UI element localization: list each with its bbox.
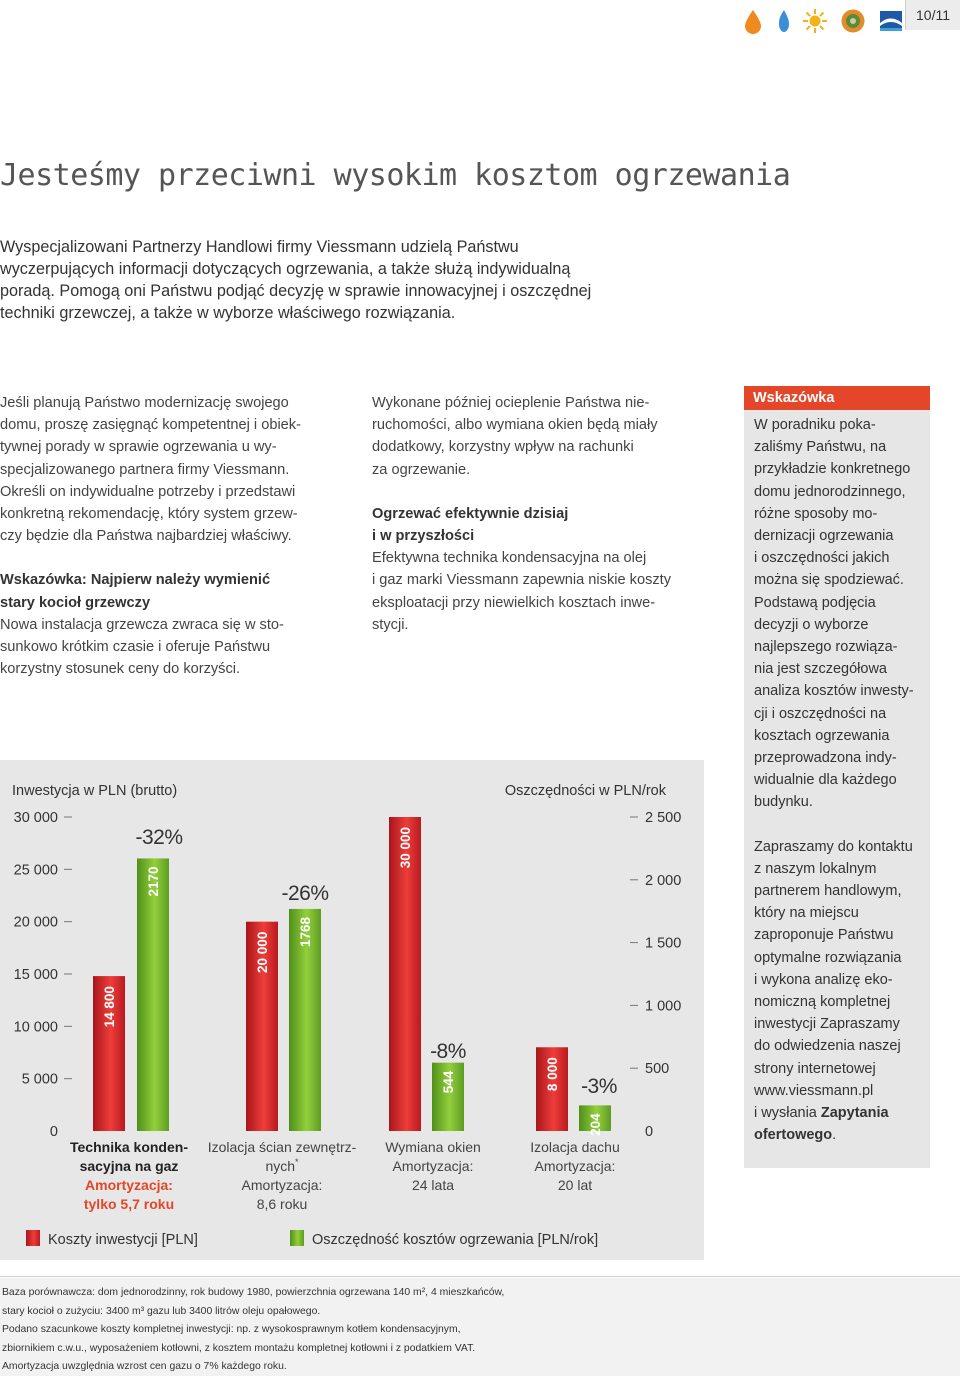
tip-line [754, 1124, 926, 1146]
tip-line: do odwiedzenia naszej [754, 1038, 901, 1055]
body-line: Wykonane później ocieplenie Państwa nie- [372, 395, 650, 411]
tip-line: cji i oszczędności na [754, 705, 887, 722]
tip-line: Zapraszamy do kontaktu [754, 838, 913, 855]
heat-pump-icon [878, 8, 904, 34]
footnote-line: Baza porównawcza: dom jednorodzinny, rok budowy 1980, powierzchnia ogrzewana 140 m², 4 mieszkańców, [2, 1287, 505, 1298]
tip-line: przykładzie konkretnego [754, 461, 911, 478]
category-label: Technika konden- [70, 1139, 188, 1155]
tip-line: najlepszego rozwiąza- [754, 639, 898, 656]
tip-line: analiza kosztów inwesty- [754, 683, 914, 700]
amortization-label: 20 lat [557, 1177, 593, 1193]
body-line: czy będzie dla Państwa najbardziej właściwy. [0, 528, 292, 545]
right-tick-label: 500 [645, 1061, 670, 1078]
tip-line-text: i wysłania [754, 1105, 821, 1122]
tip-line: Podstawą podjęcia [754, 594, 876, 611]
tip-line: różne sposoby mo- [754, 505, 878, 522]
left-tick-label: 5 000 [21, 1071, 58, 1088]
right-tick-label: 1 500 [645, 935, 682, 952]
amortization-label: Amortyzacja: [241, 1177, 323, 1193]
bar-chart [0, 760, 704, 1260]
cta-period: . [832, 1127, 837, 1144]
body-line: Efektywna technika kondensacyjna na olej [372, 550, 647, 567]
footnote-line: stary kocioł o zużyciu: 3400 m³ gazu lub 3400 litrów oleju opałowego. [2, 1305, 321, 1317]
tip-line: zaproponuje Państwu [754, 927, 894, 944]
body-line: specjalizowanego partnera firmy Viessmann. [0, 461, 290, 478]
left-tick-label: 15 000 [13, 967, 58, 983]
legend-investment-label: Koszty inwestycji [PLN] [48, 1232, 198, 1248]
intro-line: techniki grzewczej, a także w wyborze właściwego rozwiązania. [0, 304, 456, 322]
body-line: Nowa instalacja grzewcza zwraca się w sto- [0, 616, 284, 633]
tip-heading: Wskazówka: Najpierw należy wymienić [0, 572, 271, 589]
body-line: sunkowo krótkim czasie i oferuje Państwu [0, 639, 271, 656]
body-line: eksploatacji przy niewielkich kosztach inwe- [372, 594, 656, 611]
percent-change-label: -26% [281, 882, 329, 905]
tip-line: optymalne rozwiązania [754, 949, 902, 966]
section-heading: i w przyszłości [372, 528, 475, 545]
tip-line: budynku. [754, 794, 813, 811]
intro-paragraph [0, 236, 700, 324]
amortization-label: Amortyzacja: [534, 1158, 616, 1174]
text-column-middle [372, 392, 702, 636]
biomass-icon [840, 8, 866, 34]
right-tick-label: 1 000 [645, 998, 682, 1015]
text-column-left [0, 392, 330, 680]
left-axis-label: Inwestycja w PLN (brutto) [12, 783, 178, 799]
right-axis-label: Oszczędności w PLN/rok [504, 783, 666, 799]
body-line: konkretną rekomendację, który system grzew- [0, 506, 298, 523]
body-line: dodatkowy, korzystny wpływ na rachunki [372, 439, 634, 456]
footnote-divider [0, 1276, 960, 1277]
cta-offer-text: ofertowego [754, 1127, 833, 1144]
left-tick-label: 10 000 [13, 1019, 58, 1036]
tip-line: kosztach ogrzewania [754, 727, 890, 744]
savings-value-label: 544 [441, 1070, 456, 1094]
tip-line: który na miejscu [754, 905, 859, 922]
section-heading: Ogrzewać efektywnie dzisiaj [372, 505, 569, 522]
percent-change-label: -3% [581, 1075, 617, 1098]
tip-line: można się spodziewać. [754, 572, 904, 589]
left-tick-label: 25 000 [13, 862, 58, 879]
tip-line: www.viessmann.pl [754, 1082, 874, 1099]
amortization-label: Amortyzacja: [85, 1177, 173, 1193]
tip-line: strony internetowej [754, 1060, 876, 1077]
savings-bar [137, 858, 169, 1131]
investment-value-label: 8 000 [545, 1057, 560, 1092]
footnote-line: zbiornikiem c.w.u., wyposażeniem kotłowni, z kosztem montażu kompletnej kotłowni i z podatkiem VAT. [2, 1342, 476, 1354]
header-bar [0, 0, 960, 40]
body-line: stycji. [372, 616, 409, 633]
tip-line: i oszczędności jakich [754, 550, 890, 567]
sun-icon [802, 8, 828, 34]
body-line: Określi on indywidualne potrzeby i przedstawi [0, 483, 296, 500]
body-line: tywnej porady w sprawie ogrzewania u wy- [0, 439, 277, 456]
body-line: i gaz marki Viessmann zapewnia niskie koszty [372, 572, 672, 589]
tip-line: nia jest szczegółowa [754, 661, 887, 678]
footnote-marker: * [295, 1157, 299, 1167]
tip-heading: stary kocioł grzewczy [0, 594, 151, 611]
tip-line: partnerem handlowym, [754, 883, 902, 900]
savings-value-label: 1768 [298, 916, 313, 947]
amortization-label: Amortyzacja: [392, 1158, 474, 1174]
tip-line: inwestycji Zapraszamy [754, 1016, 900, 1033]
body-line: za ogrzewanie. [372, 461, 471, 478]
savings-value-label: 2170 [146, 866, 161, 897]
left-tick-label: 30 000 [13, 810, 58, 826]
percent-change-label: -32% [135, 826, 183, 849]
category-label: Izolacja dachu [530, 1139, 620, 1155]
tip-line: z naszym lokalnym [754, 860, 877, 877]
body-line: korzystny stosunek ceny do korzyści. [0, 661, 241, 678]
investment-value-label: 14 800 [102, 986, 117, 1028]
percent-change-label: -8% [430, 1040, 466, 1063]
footnote-line: Podano szacunkowe koszty kompletnej inwestycji: np. z wysokosprawnym kotłem kondensacyjnym, [2, 1324, 461, 1336]
category-label: Wymiana okien [385, 1139, 481, 1155]
body-line: ruchomości, albo wymiana okien będą miały [372, 417, 658, 434]
tip-sidebar-header: Wskazówka [744, 386, 930, 410]
right-tick-label: 2 500 [645, 810, 682, 826]
tip-line: przeprowadzona indy- [754, 750, 897, 767]
cta-request-text: Zapytania [820, 1105, 889, 1122]
tip-paragraph [754, 414, 926, 814]
tip-line: dernizacji ogrzewania [754, 528, 894, 545]
tip-line: zaliśmy Państwu, na [754, 439, 887, 456]
tip-line: nomiczną kompletnej [754, 994, 891, 1011]
tip-sidebar-body [754, 414, 926, 1147]
page-title: Jesteśmy przeciwni wysokim kosztom ogrzewania [0, 158, 791, 193]
tip-line: widualnie dla każdego [754, 772, 897, 789]
investment-value-label: 30 000 [398, 827, 413, 869]
tip-line: decyzji o wyborze [754, 616, 869, 633]
tip-paragraph [754, 836, 926, 1147]
tip-sidebar [744, 386, 930, 1168]
left-tick-label: 20 000 [13, 914, 58, 931]
legend-investment-swatch [26, 1230, 40, 1246]
category-label: Izolacja ścian zewnętrz- [207, 1139, 357, 1155]
legend-savings-swatch [290, 1230, 304, 1246]
tip-line: W poradniku poka- [754, 417, 876, 433]
amortization-label: 8,6 roku [256, 1196, 308, 1212]
oil-drop-icon [740, 8, 766, 34]
tip-line: domu jednorodzinnego, [754, 483, 906, 500]
body-line: domu, proszę zasięgnąć kompetentnej i obiek- [0, 417, 301, 434]
savings-value-label: 204 [588, 1113, 603, 1136]
tip-line: i wykona analizę eko- [754, 971, 893, 988]
intro-line: poradą. Pomogą oni Państwu podjąć decyzję w sprawie innowacyjnej i oszczędnej [0, 282, 592, 300]
amortization-label: 24 lata [411, 1177, 455, 1193]
intro-line: Wyspecjalizowani Partnerzy Handlowi firmy Viessmann udzielą Państwu [0, 238, 519, 256]
chart-panel [0, 760, 704, 1260]
body-line: Jeśli planują Państwo modernizację swojego [0, 395, 289, 411]
category-label: sacyjna na gaz [79, 1158, 179, 1174]
footnotes [0, 1278, 960, 1376]
page-number: 10/11 [905, 0, 960, 30]
investment-value-label: 20 000 [255, 931, 270, 973]
right-tick-label: 2 000 [645, 872, 682, 889]
legend-savings-label: Oszczędność kosztów ogrzewania [PLN/rok] [312, 1232, 599, 1248]
intro-line: wyczerpujących informacji dotyczących ogrzewania, a także służą indywidualną [0, 260, 571, 278]
left-tick-label: 0 [49, 1124, 58, 1140]
gas-flame-icon [771, 8, 797, 34]
right-tick-label: 0 [645, 1124, 654, 1140]
category-label: nych* [265, 1157, 299, 1174]
tip-line [754, 1102, 926, 1124]
footnote-line: Amortyzacja uwzględnia wzrost cen gazu o 7% każdego roku. [2, 1361, 287, 1373]
amortization-label: tylko 5,7 roku [83, 1196, 175, 1212]
